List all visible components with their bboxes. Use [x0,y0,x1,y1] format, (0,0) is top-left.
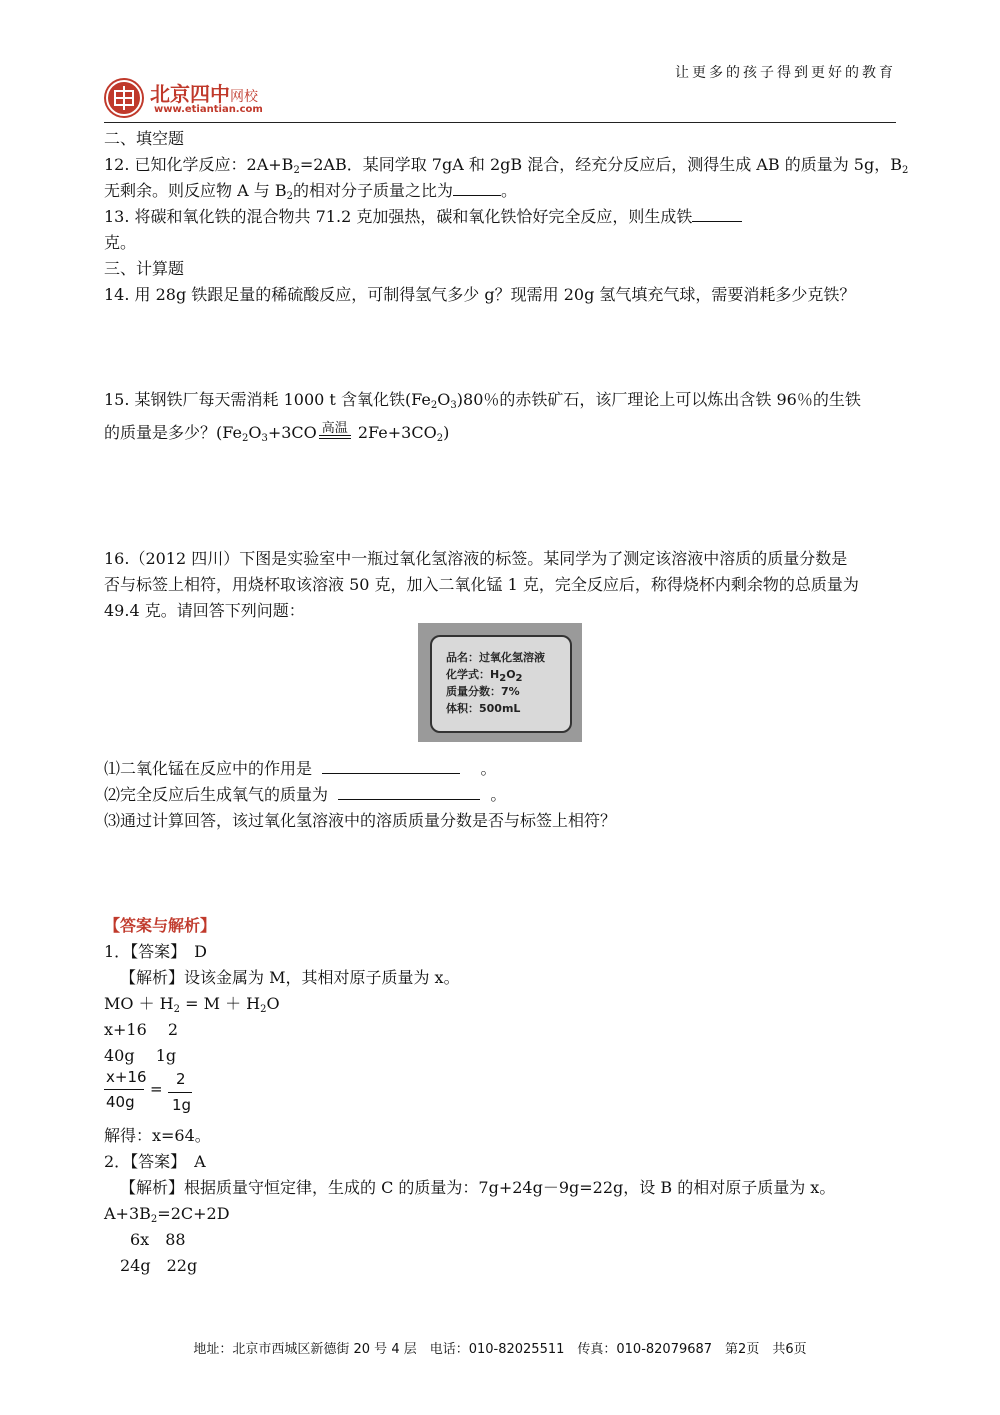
answer-1-row2: 40g 1g [104,1046,177,1065]
q15-sub-b: 3 [450,400,457,411]
answer-2-equation [104,1203,230,1225]
q16-p1-text: ⑴二氧化锰在反应中的作用是 [104,759,313,778]
fraction-equals: = [150,1080,163,1098]
section-fill-blank-title: 二、填空题 [104,129,185,148]
q12-sub-c: 2 [286,191,293,202]
question-16-part3: ⑶通过计算回答，该过氧化氢溶液中的溶质质量分数是否与标签上相符？ [104,811,617,830]
label-formula-b: O [506,668,516,681]
fraction-denominator-1: 40g [106,1093,135,1111]
header-divider [104,122,896,123]
a2-eq-a: A+3B [104,1204,151,1223]
q15-text-e: O [248,423,262,442]
label-formula-sub2: 2 [515,673,523,684]
fraction-numerator-2: 2 [176,1070,186,1088]
section-calculation-title: 三、计算题 [104,259,185,278]
q12-sub-b: 2 [901,165,909,176]
answer-1: 1．【答案】 D [104,942,208,961]
a1-eq-sub2: 2 [260,1004,267,1015]
question-14: 14. 用 28g 铁跟足量的稀硫酸反应，可制得氢气多少 g？现需用 20g 氢气填充气球，需要消耗多少克铁？ [104,285,856,304]
question-12-line2 [104,180,517,202]
a1-eq-b: = M ＋ H [180,994,261,1013]
q15-text-g: 2Fe+3CO [357,423,437,442]
question-16-part2 [104,784,506,806]
question-15-line1 [104,389,861,411]
q15-text-h: ) [443,423,450,442]
logo-url: www.etiantian.com [154,104,263,115]
label-formula-a: 化学式：H [446,668,500,681]
q15-text-a: 15. 某钢铁厂每天需消耗 1000 t 含氧化铁(Fe [104,390,431,409]
answer-1-solution: 解得：x=64。 [104,1126,211,1145]
q16-p2-text: ⑵完全反应后生成氧气的质量为 [104,785,329,804]
answer-1-explanation: 【解析】设该金属为 M，其相对原子质量为 x。 [120,968,460,987]
fraction-denominator-2: 1g [172,1096,192,1114]
fraction-bar-2 [168,1092,192,1093]
a2-eq-b: =2C+2D [157,1204,230,1223]
fraction-bar-1 [104,1089,144,1090]
a1-eq-sub1: 2 [173,1004,181,1015]
q12-text-c: 无剩余。则反应物 A 与 B [104,181,287,200]
logo-emblem-icon [104,78,144,118]
reaction-condition [317,418,353,440]
a1-eq-a: MO ＋ H [104,994,174,1013]
answer-1-row1: x+16 2 [104,1020,179,1039]
reagent-label-image [418,623,582,742]
q15-text-d: 的质量是多少？(Fe [104,423,242,442]
question-15-line2 [104,422,449,446]
q16-p1-blank[interactable] [322,759,460,774]
q15-text-c: )80％的赤铁矿石，该厂理论上可以炼出含铁 96％的生铁 [456,390,861,409]
equation-bar-top [319,435,351,436]
logo-net-text: 网校 [230,89,258,105]
question-16-line3: 49.4 克。请回答下列问题： [104,601,305,620]
question-16-line2: 否与标签上相符，用烧杯取该溶液 50 克，加入二氧化锰 1 克，完全反应后，称得烧杯内剩余物的总质量为 [104,575,859,594]
header-slogan: 让更多的孩子得到更好的教育 [675,65,896,81]
q12-text-b: =2AB．某同学取 7gA 和 2gB 混合，经充分反应后，测得生成 AB 的质量为 5g，B [299,155,902,174]
logo-name-text: 北京四中 [150,82,230,106]
question-13-line1 [104,206,742,228]
label-mass-fraction: 质量分数：7% [446,685,520,698]
q12-text-e: 。 [500,181,517,200]
q13-answer-blank[interactable] [692,207,742,222]
q12-text-d: 的相对分子质量之比为 [292,181,453,200]
question-12-line1 [104,154,908,176]
q12-answer-blank[interactable] [453,181,501,196]
q15-sub-e: 2 [436,433,444,444]
fraction-numerator-1: x+16 [106,1068,147,1086]
school-logo-emblem [104,78,144,118]
q16-p2-end: 。 [490,785,507,804]
q12-text-a: 12. 已知化学反应：2A+B [104,155,294,174]
question-13-line2: 克。 [104,233,137,252]
label-formula-sub1: 2 [499,673,507,684]
answer-2-explanation: 【解析】根据质量守恒定律，生成的 C 的质量为：7g+24g－9g=22g，设 B 的相对原子质量为 x。 [120,1178,836,1197]
answers-title: 【答案与解析】 [104,916,217,935]
answer-2: 2．【答案】 A [104,1152,206,1171]
label-volume: 体积：500mL [446,702,521,715]
q15-text-b: O [437,390,451,409]
q13-text-a: 13. 将碳和氧化铁的混合物共 71.2 克加强热，碳和氧化铁恰好完全反应，则生成铁 [104,207,693,226]
school-logo-name [150,78,258,107]
q16-p1-end: 。 [480,759,497,778]
question-16-part1 [104,758,497,780]
reagent-label-frame [430,635,572,733]
reaction-condition-text: 高温 [321,421,348,436]
q16-p2-blank[interactable] [338,785,480,800]
q15-sub-a: 2 [430,400,438,411]
q15-sub-d: 3 [261,433,268,444]
q15-sub-c: 2 [241,433,249,444]
q15-text-f: +3CO [267,423,317,442]
label-product-name: 品名：过氧化氢溶液 [446,651,545,664]
q12-sub-a: 2 [293,165,300,176]
a2-eq-sub: 2 [150,1214,158,1225]
answer-2-row2: 24g 22g [120,1256,198,1275]
question-16-line1: 16.（2012 四川）下图是实验室中一瓶过氧化氢溶液的标签。某同学为了测定该溶液中溶质的质量分数是 [104,549,848,568]
page-footer: 地址：北京市西城区新德街 20 号 4 层 电话：010-82025511 传真：010-82079687 第2页 共6页 [193,1342,807,1357]
answer-2-row1: 6x 88 [130,1230,186,1249]
answer-1-equation [104,993,280,1015]
equation-bar-bottom [319,438,351,439]
a1-eq-c: O [266,994,280,1013]
label-formula [446,666,523,683]
